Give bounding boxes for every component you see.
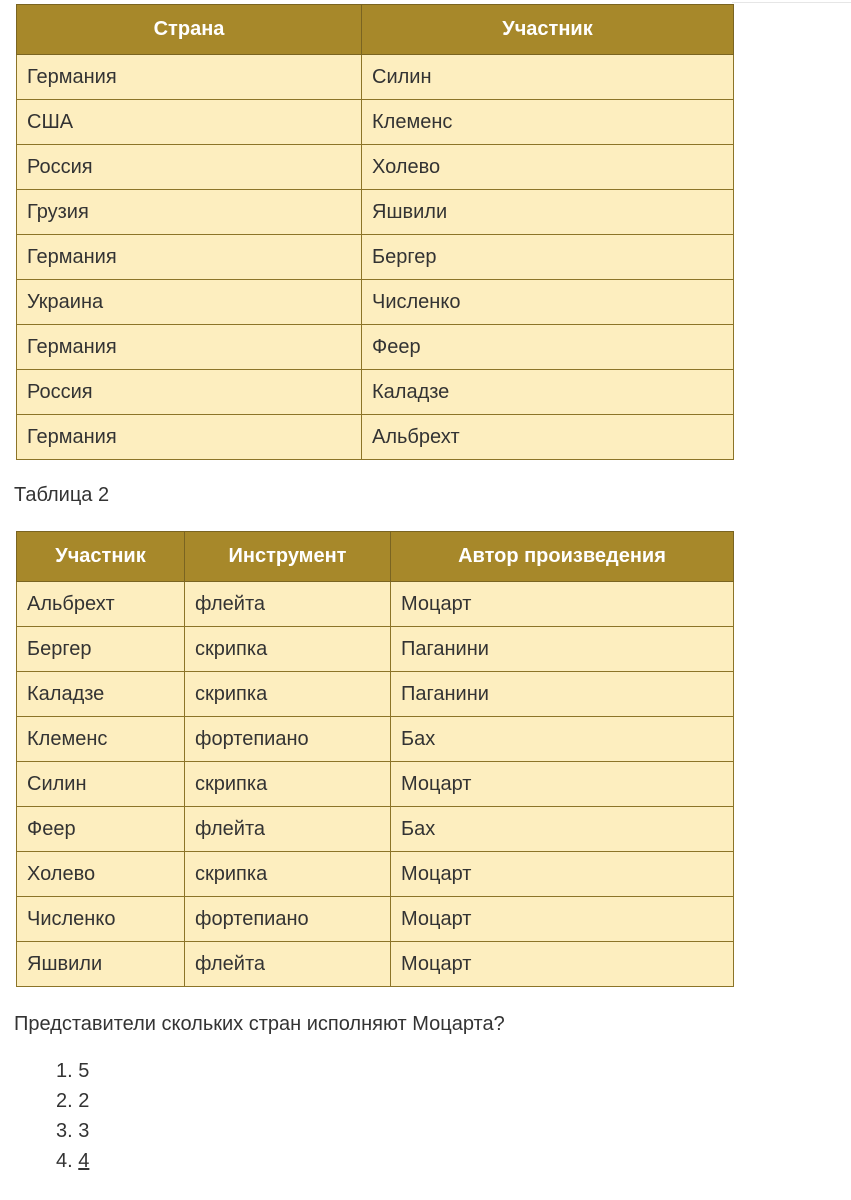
table-row: [17, 627, 734, 672]
cell-composer: Моцарт: [391, 582, 734, 627]
table-row: [17, 807, 734, 852]
column-header-participant: Участник: [362, 5, 734, 55]
question-text: Представители скольких стран исполняют Моцарта?: [14, 1013, 505, 1035]
table-row: [17, 415, 734, 460]
table-row: [17, 100, 734, 145]
table-row: [17, 55, 734, 100]
answer-value: 5: [78, 1060, 90, 1082]
table-row: [17, 942, 734, 987]
answer-option-3[interactable]: [56, 1119, 89, 1149]
cell-composer: Моцарт: [391, 852, 734, 897]
cell-instrument: скрипка: [185, 627, 391, 672]
cell-country: Германия: [17, 55, 362, 100]
cell-participant: Силин: [362, 55, 734, 100]
top-divider: [732, 2, 851, 3]
cell-instrument: флейта: [185, 942, 391, 987]
column-header-composer: Автор произведения: [391, 532, 734, 582]
table-row: [17, 370, 734, 415]
cell-instrument: фортепиано: [185, 717, 391, 762]
table-row: [17, 325, 734, 370]
cell-instrument: скрипка: [185, 852, 391, 897]
cell-participant: Альбрехт: [17, 582, 185, 627]
table-row: [17, 762, 734, 807]
participant-instrument-table: [16, 531, 734, 987]
cell-country: Россия: [17, 370, 362, 415]
cell-participant: Бергер: [362, 235, 734, 280]
answer-option-4[interactable]: [56, 1149, 89, 1179]
cell-country: Германия: [17, 415, 362, 460]
table-row: [17, 717, 734, 762]
answer-options: [56, 1059, 89, 1179]
cell-composer: Паганини: [391, 672, 734, 717]
table-row: [17, 190, 734, 235]
cell-country: Грузия: [17, 190, 362, 235]
cell-composer: Моцарт: [391, 897, 734, 942]
answer-number: 3.: [56, 1120, 73, 1142]
cell-composer: Бах: [391, 807, 734, 852]
cell-composer: Бах: [391, 717, 734, 762]
table-row: [17, 235, 734, 280]
answer-value: 2: [78, 1090, 90, 1112]
cell-participant: Каладзе: [362, 370, 734, 415]
table-2-caption: Таблица 2: [14, 484, 110, 506]
answer-value: 3: [78, 1120, 90, 1142]
answer-option-1[interactable]: [56, 1059, 89, 1089]
cell-participant: Бергер: [17, 627, 185, 672]
cell-participant: Феер: [362, 325, 734, 370]
cell-country: Германия: [17, 325, 362, 370]
cell-instrument: скрипка: [185, 672, 391, 717]
cell-instrument: флейта: [185, 807, 391, 852]
cell-country: Россия: [17, 145, 362, 190]
table-row: [17, 852, 734, 897]
cell-composer: Моцарт: [391, 942, 734, 987]
table-header-row: [17, 532, 734, 582]
table-header-row: [17, 5, 734, 55]
table-row: [17, 280, 734, 325]
cell-composer: Паганини: [391, 627, 734, 672]
cell-country: Германия: [17, 235, 362, 280]
answer-number: 1.: [56, 1060, 73, 1082]
cell-instrument: флейта: [185, 582, 391, 627]
answer-value: 4: [78, 1150, 90, 1172]
country-participant-table: [16, 4, 734, 460]
cell-country: США: [17, 100, 362, 145]
answer-number: 4.: [56, 1150, 73, 1172]
cell-participant: Численко: [17, 897, 185, 942]
cell-instrument: фортепиано: [185, 897, 391, 942]
table-row: [17, 145, 734, 190]
cell-participant: Силин: [17, 762, 185, 807]
cell-participant: Яшвили: [362, 190, 734, 235]
cell-participant: Клеменс: [17, 717, 185, 762]
column-header-participant: Участник: [17, 532, 185, 582]
cell-participant: Яшвили: [17, 942, 185, 987]
answer-option-2[interactable]: [56, 1089, 89, 1119]
cell-participant: Численко: [362, 280, 734, 325]
table-row: [17, 672, 734, 717]
column-header-country: Страна: [17, 5, 362, 55]
cell-participant: Холево: [17, 852, 185, 897]
column-header-instrument: Инструмент: [185, 532, 391, 582]
cell-composer: Моцарт: [391, 762, 734, 807]
table-row: [17, 582, 734, 627]
table-row: [17, 897, 734, 942]
cell-participant: Каладзе: [17, 672, 185, 717]
answer-number: 2.: [56, 1090, 73, 1112]
cell-instrument: скрипка: [185, 762, 391, 807]
cell-country: Украина: [17, 280, 362, 325]
cell-participant: Альбрехт: [362, 415, 734, 460]
cell-participant: Феер: [17, 807, 185, 852]
cell-participant: Холево: [362, 145, 734, 190]
cell-participant: Клеменс: [362, 100, 734, 145]
